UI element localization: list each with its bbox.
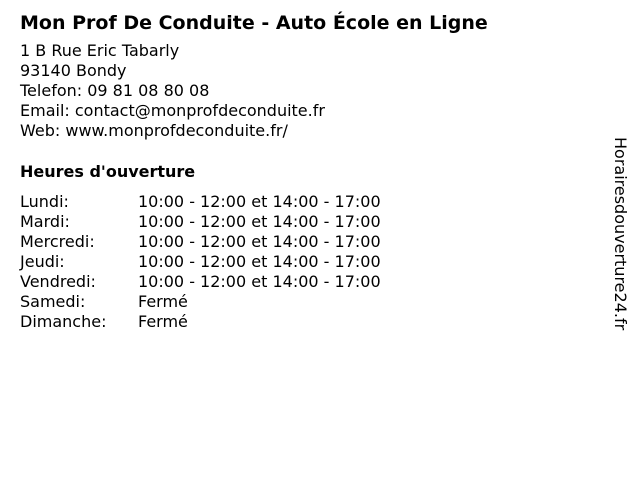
time-value: 10:00 - 12:00 et 14:00 - 17:00 xyxy=(138,232,381,251)
time-value: 10:00 - 12:00 et 14:00 - 17:00 xyxy=(138,212,381,231)
time-value: Fermé xyxy=(138,312,188,331)
hours-row-vendredi xyxy=(20,272,610,292)
time-value: Fermé xyxy=(138,292,188,311)
hours-row-jeudi xyxy=(20,252,610,272)
hours-table xyxy=(20,192,610,332)
hours-title: Heures d'ouverture xyxy=(20,162,196,181)
phone-line: Telefon: 09 81 08 80 08 xyxy=(20,81,210,100)
day-label: Vendredi: xyxy=(20,272,96,291)
day-label: Lundi: xyxy=(20,192,69,211)
day-label: Mercredi: xyxy=(20,232,95,251)
hours-row-lundi xyxy=(20,192,610,212)
day-label: Samedi: xyxy=(20,292,86,311)
day-label: Dimanche: xyxy=(20,312,107,331)
hours-row-samedi xyxy=(20,292,610,312)
day-label: Jeudi: xyxy=(20,252,65,271)
time-value: 10:00 - 12:00 et 14:00 - 17:00 xyxy=(138,272,381,291)
email-line: Email: contact@monprofdeconduite.fr xyxy=(20,101,325,120)
time-value: 10:00 - 12:00 et 14:00 - 17:00 xyxy=(138,252,381,271)
address-line-1: 1 B Rue Eric Tabarly xyxy=(20,41,180,60)
address-line-2: 93140 Bondy xyxy=(20,61,127,80)
hours-row-mercredi xyxy=(20,232,610,252)
business-title: Mon Prof De Conduite - Auto École en Ligne xyxy=(20,12,488,34)
day-label: Mardi: xyxy=(20,212,70,231)
hours-row-dimanche xyxy=(20,312,610,332)
web-line: Web: www.monprofdeconduite.fr/ xyxy=(20,121,288,140)
time-value: 10:00 - 12:00 et 14:00 - 17:00 xyxy=(138,192,381,211)
hours-row-mardi xyxy=(20,212,610,232)
business-card xyxy=(20,9,610,332)
site-watermark: Horairesdouverture24.fr xyxy=(611,137,630,331)
